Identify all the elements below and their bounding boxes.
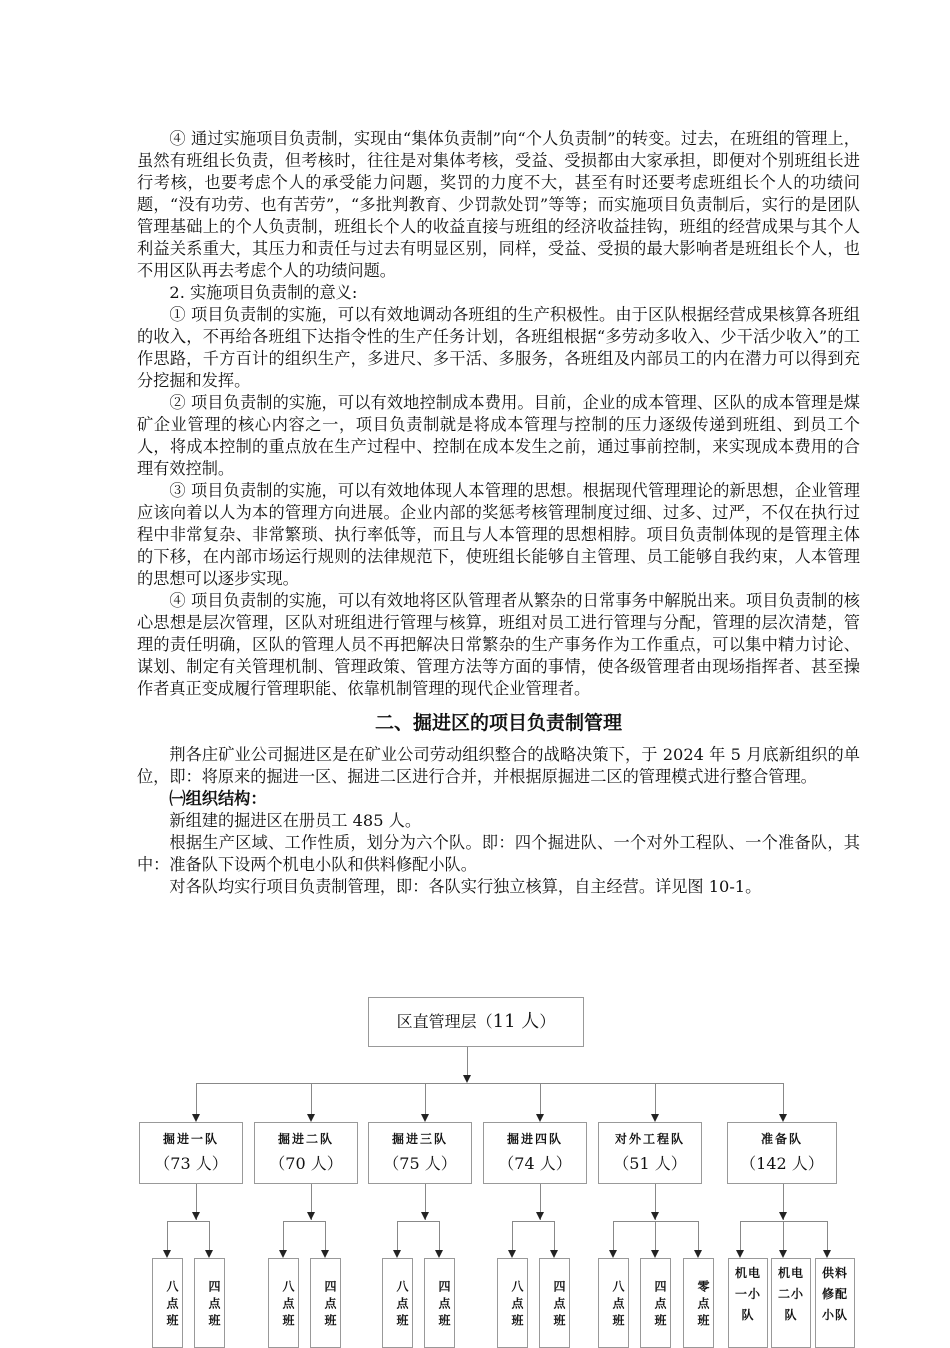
- team-name: 掘进三队: [391, 1132, 448, 1146]
- arrow-icon: [550, 1250, 558, 1258]
- arrow-icon: [779, 1212, 787, 1220]
- arrow-icon: [421, 1114, 429, 1122]
- team-name: 准备队: [760, 1132, 803, 1146]
- arrow-icon: [694, 1250, 702, 1258]
- org-top-count: 11 人: [492, 1011, 540, 1032]
- paragraph: 新组建的掘进区在册员工 485 人。: [169, 811, 422, 830]
- team-count: （70 人）: [269, 1154, 343, 1173]
- arrow-icon: [205, 1250, 213, 1258]
- arrow-icon: [508, 1250, 516, 1258]
- arrow-icon: [779, 1114, 787, 1122]
- shift-box: 八点班: [268, 1258, 299, 1348]
- subheading-significance: 2. 实施项目负责制的意义:: [169, 283, 358, 302]
- org-top-label: 区直管理层（: [396, 1012, 493, 1031]
- connector-line: [740, 1221, 828, 1222]
- connector-line: [311, 1083, 312, 1114]
- connector-line: [655, 1221, 656, 1250]
- org-top-close: ）: [539, 1012, 556, 1031]
- arrow-icon: [536, 1114, 544, 1122]
- connector-line: [740, 1221, 741, 1250]
- connector-line: [196, 1083, 197, 1114]
- arrow-icon: [736, 1250, 744, 1258]
- arrow-icon: [192, 1212, 200, 1220]
- shift-box: 八点班: [497, 1258, 528, 1348]
- shift-box: 四点班: [424, 1258, 455, 1348]
- arrow-icon: [823, 1250, 831, 1258]
- team-box: [598, 1122, 702, 1184]
- connector-line: [540, 1083, 541, 1114]
- team-count: （51 人）: [613, 1154, 687, 1173]
- arrow-icon: [779, 1250, 787, 1258]
- team-name: 掘进四队: [506, 1132, 563, 1146]
- connector-line: [397, 1221, 398, 1250]
- arrow-icon: [435, 1250, 443, 1258]
- paragraph: ④ 通过实施项目负责制，实现由“集体负责制”向“个人负责制”的转变。过去，在班组的管理上，虽然有班组长负责，但考核时，往往是对集体考核，受益、受损都由大家承担，即便对个别班组长进行考核，也要考虑个人的承受能力问题，奖罚的力度不大，甚至有时还要考虑班组长个人的功绩问题，“没有功劳、也有苦劳”，“多批判教育、少罚款处罚”等等；而实施项目负责制后，实行的是团队管理基础上的个人负责制，班组长个人的收益直接与班组的经济收益挂钩，班组的经营成果与其个人利益关系重大，其压力和责任与过去有明显区别，同样，受益、受损的最大影响者是班组长个人，也不用区队再去考虑个人的功绩问题。: [137, 129, 860, 280]
- arrow-icon: [307, 1114, 315, 1122]
- subheading-org-structure: ㈠组织结构：: [169, 789, 267, 808]
- connector-line: [425, 1083, 426, 1114]
- arrow-icon: [192, 1114, 200, 1122]
- shift-box: 四点班: [310, 1258, 341, 1348]
- shift-box: 八点班: [382, 1258, 413, 1348]
- arrow-icon: [421, 1212, 429, 1220]
- unit-box: 机电一小队: [728, 1258, 768, 1348]
- shift-box: 四点班: [194, 1258, 225, 1348]
- paragraph: ④ 项目负责制的实施，可以有效地将区队管理者从繁杂的日常事务中解脱出来。项目负责制的核心思想是层次管理，区队对班组进行管理与核算，班组对员工进行管理与分配，管理的层次清楚，管理的责任明确，区队的管理人员不再把解决日常繁杂的生产事务作为工作重点，可以集中精力讨论、谋划、制定有关管理机制、管理政策、管理方法等方面的事情，使各级管理者由现场指挥者、甚至操作者真正变成履行管理职能、依靠机制管理的现代企业管理者。: [137, 591, 860, 698]
- team-box: [254, 1122, 358, 1184]
- team-count: （75 人）: [383, 1154, 457, 1173]
- connector-line: [512, 1221, 513, 1250]
- unit-box: 供料修配小队: [815, 1258, 855, 1348]
- arrow-icon: [651, 1212, 659, 1220]
- team-box: [139, 1122, 243, 1184]
- connector-line: [397, 1221, 439, 1222]
- arrow-icon: [651, 1250, 659, 1258]
- arrow-icon: [463, 1075, 471, 1083]
- connector-line: [209, 1221, 210, 1250]
- connector-line: [283, 1221, 284, 1250]
- paragraph: ③ 项目负责制的实施，可以有效地体现人本管理的思想。根据现代管理理论的新思想，企业管理应该向着以人为本的管理方向进展。企业内部的奖惩考核管理制度过细、过多、过严，不仅在执行过程中非常复杂、非常繁琐、执行率低等，而且与人本管理的思想相脖。项目负责制体现的是管理主体的下移，在内部市场运行规则的法律规范下，使班组长能够自主管理、员工能够自我约束，人本管理的思想可以逐步实现。: [137, 481, 860, 588]
- connector-line: [167, 1221, 168, 1250]
- connector-line: [167, 1221, 209, 1222]
- connector-line: [827, 1221, 828, 1250]
- arrow-icon: [163, 1250, 171, 1258]
- connector-line: [613, 1221, 614, 1250]
- connector-line: [698, 1221, 699, 1250]
- team-count: （73 人）: [154, 1154, 228, 1173]
- team-name: 掘进二队: [277, 1132, 334, 1146]
- team-name: 掘进一队: [162, 1132, 219, 1146]
- org-top-box: [368, 997, 584, 1047]
- paragraph: 对各队均实行项目负责制管理，即：各队实行独立核算，自主经营。详见图 10-1。: [169, 877, 762, 896]
- connector-line: [613, 1221, 699, 1222]
- team-name: 对外工程队: [614, 1132, 685, 1146]
- connector-line: [783, 1221, 784, 1250]
- connector-line: [783, 1083, 784, 1114]
- arrow-icon: [279, 1250, 287, 1258]
- team-box: [483, 1122, 587, 1184]
- shift-box: 四点班: [640, 1258, 671, 1348]
- team-box: [368, 1122, 472, 1184]
- shift-box: 八点班: [598, 1258, 629, 1348]
- connector-line: [467, 1047, 468, 1075]
- shift-box: 八点班: [152, 1258, 183, 1348]
- arrow-icon: [609, 1250, 617, 1258]
- connector-line: [325, 1221, 326, 1250]
- team-box: [727, 1122, 837, 1184]
- connector-line: [655, 1083, 656, 1114]
- paragraph: 根据生产区域、工作性质，划分为六个队。即：四个掘进队、一个对外工程队、一个准备队，其中：准备队下设两个机电小队和供料修配小队。: [137, 833, 860, 874]
- arrow-icon: [307, 1212, 315, 1220]
- arrow-icon: [651, 1114, 659, 1122]
- connector-line: [283, 1221, 325, 1222]
- connector-line: [439, 1221, 440, 1250]
- team-count: （74 人）: [498, 1154, 572, 1173]
- arrow-icon: [321, 1250, 329, 1258]
- connector-line: [196, 1083, 783, 1084]
- team-count: （142 人）: [740, 1154, 824, 1173]
- connector-line: [554, 1221, 555, 1250]
- shift-box: 四点班: [539, 1258, 570, 1348]
- arrow-icon: [536, 1212, 544, 1220]
- connector-line: [512, 1221, 554, 1222]
- paragraph: ② 项目负责制的实施，可以有效地控制成本费用。目前，企业的成本管理、区队的成本管理是煤矿企业管理的核心内容之一，项目负责制就是将成本管理与控制的压力逐级传递到班组、到员工个人，将成本控制的重点放在生产过程中、控制在成本发生之前，通过事前控制，来实现成本费用的合理有效控制。: [137, 393, 860, 478]
- arrow-icon: [393, 1250, 401, 1258]
- shift-box: 零点班: [683, 1258, 714, 1348]
- section-title: 二、掘进区的项目负责制管理: [374, 712, 622, 734]
- paragraph: ① 项目负责制的实施，可以有效地调动各班组的生产积极性。由于区队根据经营成果核算各班组的收入，不再给各班组下达指令性的生产任务计划，各班组根据“多劳动多收入、少干活少收入”的工作思路，千方百计的组织生产，多进尺、多干活、多服务，各班组及内部员工的内在潜力可以得到充分挖掘和发挥。: [137, 305, 860, 390]
- paragraph: 荆各庄矿业公司掘进区是在矿业公司劳动组织整合的战略决策下，于 2024 年 5 月底新组织的单位，即：将原来的掘进一区、掘进二区进行合并，并根据原掘进二区的管理模式进行整合管理。: [137, 745, 860, 786]
- unit-box: 机电二小队: [771, 1258, 811, 1348]
